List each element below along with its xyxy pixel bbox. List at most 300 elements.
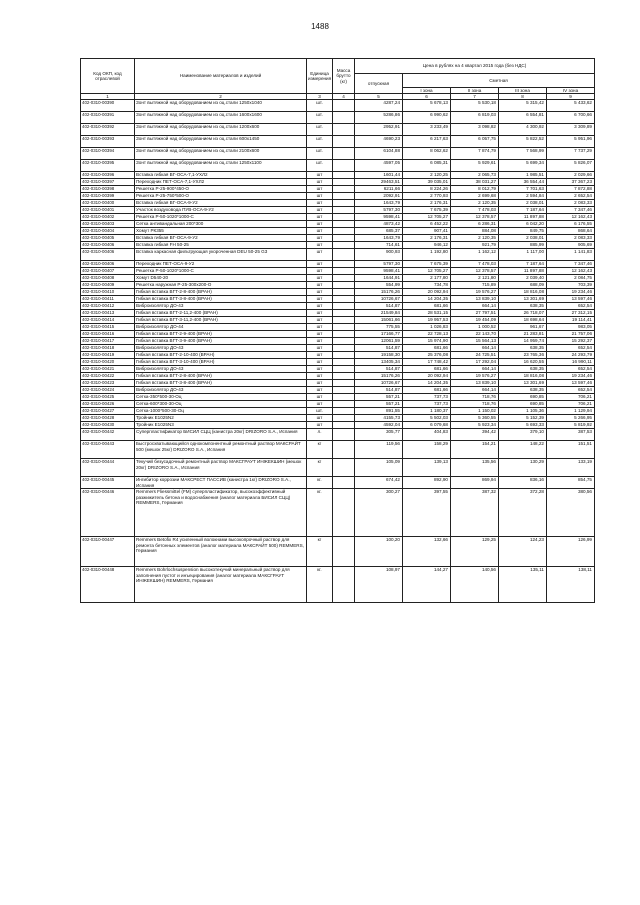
row-name: Переходник ПЕТ-ОСА-7,1-УХЛ2 [135,179,307,186]
row-unit: шт [307,422,333,429]
row-name: Зонт вытяжной над оборудованием из оц.стали 2100х600 [135,148,307,160]
row-price-zone-4: 13 597,46 [547,296,595,303]
row-unit: шт [307,268,333,275]
row-price-zone-2: 140,56 [451,567,499,603]
row-unit: шт [307,179,333,186]
row-price-zone-4: 983,05 [547,324,595,331]
row-mass [333,160,355,172]
row-price-wholesale: 4287,24 [355,100,403,112]
row-name: Зонт вытяжной над оборудованием из оц.стали 1250х1040 [135,100,307,112]
row-price-wholesale: 4690,23 [355,136,403,148]
row-unit: шт [307,359,333,366]
table-row [81,100,595,112]
row-name: Гибкая вставка ВГТ-3-8-400 (ВРАН) [135,380,307,387]
row-price-zone-4: 2 084,75 [547,275,595,282]
row-price-zone-1: 20 092,94 [403,289,451,296]
table-row [81,415,595,422]
row-name: Гибкая вставка ВГТ-2-11,2-400 (ВРАН) [135,310,307,317]
table-row [81,235,595,242]
row-mass [333,289,355,296]
row-unit: л. [307,429,333,441]
table-row [81,489,595,537]
row-mass [333,373,355,380]
row-mass [333,331,355,338]
row-price-zone-2: 13 839,10 [451,296,499,303]
row-code: 402-0310-00421 [81,366,135,373]
row-code: 402-0310-00392 [81,124,135,136]
row-price-wholesale: 775,55 [355,324,403,331]
col-index: 7 [451,94,499,100]
row-code: 402-0310-00413 [81,310,135,317]
row-price-zone-3: 2 594,84 [499,193,547,200]
row-price-zone-2: 24 725,51 [451,352,499,359]
table-row [81,268,595,275]
row-name: Решетка Р-25-900*450-О [135,186,307,193]
header-zone-1: I зона [403,87,451,93]
row-price-zone-4: 15 292,37 [547,338,595,345]
row-code: 402-0310-00396 [81,172,135,179]
row-price-zone-2: 154,21 [451,441,499,459]
row-price-zone-4: 7 737,29 [547,148,595,160]
row-price-zone-4: 854,75 [547,477,595,489]
row-price-zone-1: 3 233,49 [403,124,451,136]
row-price-zone-2: 664,14 [451,387,499,394]
row-unit: кг. [307,567,333,603]
row-name: Сетка-600*300-30-Оц [135,401,307,408]
table-row [81,408,595,415]
row-mass [333,249,355,261]
row-mass [333,310,355,317]
row-price-wholesale: 21549,84 [355,310,403,317]
row-code: 402-0310-00428 [81,415,135,422]
row-price-wholesale: 1643,79 [355,200,403,207]
row-price-zone-1: 737,73 [403,401,451,408]
row-mass [333,401,355,408]
row-name: Гибкая вставка ВГТ-3-8-400 (ВРАН) [135,296,307,303]
row-price-zone-2: 5 923,34 [451,422,499,429]
row-code: 402-0310-00447 [81,537,135,567]
row-name: Зонт вытяжной над оборудованием из оц.стали 1250х1100 [135,160,307,172]
row-name: Быстросхватывающийся однокомпонентный ремонтный раствор МАКСРАЙТ 500 (мешок 25кг) DRIZORO S.A., Испания [135,441,307,459]
table-row [81,207,595,214]
row-price-zone-3: 135,11 [499,567,547,603]
row-price-zone-1: 7 675,39 [403,261,451,268]
row-unit: шт. [307,124,333,136]
row-price-zone-3: 1 117,00 [499,249,547,261]
table-row [81,338,595,345]
row-price-zone-4: 652,54 [547,303,595,310]
row-price-wholesale: 19158,30 [355,352,403,359]
header-zone-2: II зона [451,87,499,93]
row-price-zone-3: 6 042,20 [499,221,547,228]
row-mass [333,112,355,124]
row-price-wholesale: 108,97 [355,567,403,603]
row-price-wholesale: 10726,67 [355,296,403,303]
table-row [81,429,595,441]
row-code: 402-0310-00397 [81,179,135,186]
row-price-zone-3: 18 816,08 [499,373,547,380]
row-mass [333,352,355,359]
row-price-zone-3: 849,75 [499,228,547,235]
page-number: 1488 [311,22,329,31]
row-code: 402-0310-00443 [81,441,135,459]
row-code: 402-0310-00405 [81,235,135,242]
row-price-zone-4: 7 872,88 [547,186,595,193]
row-unit: шт [307,186,333,193]
row-price-zone-1: 158,29 [403,441,451,459]
row-mass [333,366,355,373]
row-price-wholesale: 13405,34 [355,359,403,366]
row-price-zone-3: 688,09 [499,282,547,289]
header-code: Код ОКП, код отраслевой [81,59,135,94]
row-price-zone-2: 6 057,75 [451,136,499,148]
table-row [81,387,595,394]
table-row [81,441,595,459]
header-estimate: Сметная [403,74,595,88]
table-row [81,249,595,261]
row-price-zone-1: 6 990,62 [403,112,451,124]
row-code: 402-0310-00411 [81,296,135,303]
row-price-zone-2: 387,32 [451,489,499,537]
row-name: Текучий безусадочный ремонтный раствор МАКСГРАУТ ИНЖЕКШИН (мешок 20кг) DRIZORO S.A., Испания [135,459,307,477]
row-price-wholesale: 4597,05 [355,160,403,172]
table-row [81,186,595,193]
row-price-zone-1: 2 176,31 [403,235,451,242]
row-name: Вставка гибкая ВГ-ОСА-9-У2 [135,235,307,242]
row-mass [333,207,355,214]
row-code: 402-0310-00407 [81,268,135,275]
row-name: Тройник Е1025N2 [135,415,307,422]
row-price-zone-3: 130,29 [499,459,547,477]
row-unit: шт [307,282,333,289]
row-mass [333,136,355,148]
row-price-zone-3: 18 698,64 [499,317,547,324]
row-price-zone-2: 664,14 [451,345,499,352]
row-price-zone-1: 5 502,03 [403,415,451,422]
table-row [81,477,595,489]
row-name: Remmers Bohrlochsuspension высокотекучий минеральный раствор для заполнения пустот и инъецирования (аналог материала МАКСГРАУТ ИНЖЕКШИН) REMMERS, Германия [135,567,307,603]
row-price-zone-4: 7 347,46 [547,261,595,268]
row-code: 402-0310-00390 [81,100,135,112]
row-name: Вставка гибкая FH 50-25 [135,242,307,249]
row-name: Сетка-350*500-30-Оц [135,394,307,401]
row-price-zone-3: 7 701,63 [499,186,547,193]
row-price-zone-4: 5 826,07 [547,160,595,172]
row-unit: шт [307,415,333,422]
row-price-wholesale: 15176,26 [355,373,403,380]
row-price-zone-2: 1 000,52 [451,324,499,331]
row-mass [333,422,355,429]
row-code: 402-0310-00406 [81,249,135,261]
row-code: 402-0310-00402 [81,214,135,221]
table-row [81,275,595,282]
row-name: Гибкая вставка ВГТ-3-11,2-400 (ВРАН) [135,317,307,324]
row-mass [333,394,355,401]
row-price-zone-3: 7 187,64 [499,207,547,214]
row-price-zone-2: 2 120,35 [451,235,499,242]
row-price-zone-3: 13 301,69 [499,380,547,387]
row-price-zone-4: 706,21 [547,401,595,408]
row-price-zone-1: 15 974,90 [403,338,451,345]
row-unit: шт [307,303,333,310]
row-price-zone-2: 3 098,82 [451,124,499,136]
row-price-zone-2: 2 120,35 [451,200,499,207]
row-name: Гибкая вставка ВГТ-2-8-400 (ВРАН) [135,289,307,296]
row-name: Remmers Betofix R4 усиленный волокнами высокопрочный раствор для ремонта бетонных элементов (аналог материала МАКСРАЙТ 500) REMMERS, Германия [135,537,307,567]
row-price-zone-3: 23 765,36 [499,352,547,359]
row-mass [333,359,355,366]
header-wholesale: отпускная [355,74,403,94]
row-name: Ингибитор коррозии МАКСРЕСТ ПАССИВ (канистра 1кг) DRIZORO S.A., Испания [135,477,307,489]
row-price-zone-1: 7 675,39 [403,207,451,214]
header-price-caption: Цена в рублях на 4 квартал 2015 года (без НДС) [355,59,595,74]
header-zone-3: III зона [499,87,547,93]
row-name: Виброизолятор ДО-43 [135,387,307,394]
row-price-zone-1: 2 176,31 [403,200,451,207]
col-index: 6 [403,94,451,100]
row-price-zone-1: 6 085,31 [403,160,451,172]
row-price-zone-1: 28 531,15 [403,310,451,317]
row-price-wholesale: 557,21 [355,394,403,401]
row-price-zone-2: 5 360,55 [451,415,499,422]
row-unit: кг [307,459,333,477]
row-mass [333,100,355,112]
row-unit: шт [307,249,333,261]
row-unit: шт. [307,148,333,160]
row-price-zone-2: 2 699,68 [451,193,499,200]
table-row [81,567,595,603]
row-price-wholesale: 17166,77 [355,331,403,338]
row-mass [333,459,355,477]
row-price-zone-4: 12 162,43 [547,214,595,221]
row-name: Remmers Fliessmittel (FM) суперпластификатор, высокоэффективный разжижитель бетона и водоснабжения (аналог материала БИСИЛ СЦЦ) REMMERS, Германия [135,489,307,537]
row-price-zone-2: 2 121,80 [451,275,499,282]
row-price-zone-1: 907,41 [403,228,451,235]
row-unit: шт [307,387,333,394]
row-mass [333,489,355,537]
row-price-zone-2: 6 819,03 [451,112,499,124]
row-price-zone-1: 39 035,01 [403,179,451,186]
col-index: 9 [547,94,595,100]
row-price-zone-3: 961,67 [499,324,547,331]
row-price-zone-3: 638,35 [499,387,547,394]
row-mass [333,429,355,441]
row-price-zone-3: 7 568,99 [499,148,547,160]
row-mass [333,124,355,136]
table-row [81,221,595,228]
row-mass [333,200,355,207]
row-price-zone-4: 12 162,43 [547,268,595,275]
row-price-zone-3: 11 897,88 [499,268,547,275]
row-mass [333,387,355,394]
col-index: 3 [307,94,333,100]
row-unit: шт [307,235,333,242]
row-price-zone-4: 5 951,96 [547,136,595,148]
row-unit: шт [307,373,333,380]
row-code: 402-0310-00442 [81,429,135,441]
row-price-wholesale: 674,42 [355,477,403,489]
row-price-zone-2: 129,25 [451,537,499,567]
row-code: 402-0310-00400 [81,200,135,207]
row-price-zone-3: 5 699,34 [499,160,547,172]
row-price-wholesale: 300,27 [355,489,403,537]
row-name: Виброизолятор ДО-43 [135,366,307,373]
row-price-zone-3: 7 187,64 [499,261,547,268]
row-price-zone-2: 19 576,27 [451,289,499,296]
row-name: Виброизолятор ДО-44 [135,324,307,331]
row-price-zone-1: 946,12 [403,242,451,249]
row-name: Вставка каркасная фильтрующая укороченная DEU 50-25 G3 [135,249,307,261]
row-unit: шт [307,401,333,408]
row-name: Виброизолятор ДО-43 [135,303,307,310]
row-price-zone-2: 884,08 [451,228,499,235]
row-price-zone-4: 905,69 [547,242,595,249]
table-row [81,261,595,268]
row-mass [333,186,355,193]
row-price-zone-3: 1 985,51 [499,172,547,179]
col-index: 5 [355,94,403,100]
row-price-zone-4: 380,56 [547,489,595,537]
row-price-zone-2: 6 286,31 [451,221,499,228]
row-price-wholesale: 891,55 [355,408,403,415]
row-price-zone-2: 394,42 [451,429,499,441]
row-price-wholesale: 15061,66 [355,317,403,324]
row-price-zone-4: 3 309,89 [547,124,595,136]
row-price-zone-4: 2 083,33 [547,235,595,242]
row-price-zone-1: 404,83 [403,429,451,441]
row-price-zone-1: 22 728,13 [403,331,451,338]
row-code: 402-0310-00404 [81,228,135,235]
row-price-zone-2: 718,76 [451,394,499,401]
row-unit: шт. [307,112,333,124]
row-price-zone-1: 14 204,35 [403,380,451,387]
row-name: Участок воздуховода ПУВ-ОСА-9-У2 [135,207,307,214]
row-unit: шт [307,228,333,235]
table-row [81,373,595,380]
row-price-zone-2: 15 564,13 [451,338,499,345]
table-row [81,112,595,124]
row-price-zone-4: 652,54 [547,387,595,394]
row-price-zone-4: 6 700,66 [547,112,595,124]
row-price-wholesale: 5286,86 [355,112,403,124]
row-mass [333,303,355,310]
row-price-zone-1: 1 192,80 [403,249,451,261]
row-name: Зонт вытяжной над оборудованием из оц.стали 1200х600 [135,124,307,136]
row-price-zone-4: 138,11 [547,567,595,603]
table-row [81,345,595,352]
table-row [81,136,595,148]
row-price-zone-2: 664,14 [451,366,499,373]
row-name: Решетка Р-50-1020*1000-С [135,268,307,275]
table-row [81,401,595,408]
row-code: 402-0310-00393 [81,136,135,148]
row-price-wholesale: 305,77 [355,429,403,441]
row-code: 402-0310-00448 [81,567,135,603]
row-unit: кг [307,441,333,459]
row-code: 402-0310-00446 [81,489,135,537]
row-code: 402-0310-00427 [81,408,135,415]
row-price-wholesale: 514,87 [355,387,403,394]
row-price-zone-3: 13 301,69 [499,296,547,303]
row-code: 402-0310-00398 [81,186,135,193]
table-row [81,214,595,221]
row-unit: кг [307,537,333,567]
row-code: 402-0310-00417 [81,338,135,345]
row-price-zone-2: 869,94 [451,477,499,489]
table-row [81,422,595,429]
row-unit: кг. [307,489,333,537]
row-name: Сетка антивандальная 200*300 [135,221,307,228]
row-mass [333,296,355,303]
row-price-zone-2: 664,14 [451,303,499,310]
row-price-zone-1: 1 026,83 [403,324,451,331]
row-price-wholesale: 514,87 [355,366,403,373]
row-price-zone-1: 681,66 [403,387,451,394]
col-index: 8 [499,94,547,100]
row-name: Виброизолятор ДО-43 [135,345,307,352]
table-row [81,366,595,373]
row-unit: шт [307,296,333,303]
row-price-zone-2: 921,79 [451,242,499,249]
row-code: 402-0310-00419 [81,352,135,359]
row-price-zone-4: 2 652,54 [547,193,595,200]
row-price-zone-2: 135,56 [451,459,499,477]
col-index: 1 [81,94,135,100]
row-price-zone-1: 2 120,25 [403,172,451,179]
row-price-zone-4: 1 129,94 [547,408,595,415]
row-name: Вставка гибкая ВГ-ОСА-7,1-УХЛ2 [135,172,307,179]
row-price-wholesale: 5797,30 [355,261,403,268]
row-price-zone-4: 7 347,46 [547,207,595,214]
table-row [81,296,595,303]
table-row [81,289,595,296]
row-name: Зонт вытяжной над оборудованием из оц.стали 600х1450 [135,136,307,148]
row-code: 402-0310-00406 [81,261,135,268]
row-code: 402-0310-00394 [81,148,135,160]
row-price-zone-1: 8 224,26 [403,186,451,193]
row-price-zone-4: 652,54 [547,366,595,373]
row-price-zone-3: 1 105,36 [499,408,547,415]
row-name: Решетка Р-25-750*500-О [135,193,307,200]
row-price-wholesale: 119,56 [355,441,403,459]
row-price-zone-1: 17 748,42 [403,359,451,366]
table-row [81,160,595,172]
row-unit: шт [307,317,333,324]
row-name: Решетка Р-50-1020*1000-С [135,214,307,221]
row-price-zone-4: 13 597,46 [547,380,595,387]
row-price-zone-2: 1 150,02 [451,408,499,415]
row-price-zone-2: 8 012,79 [451,186,499,193]
row-price-zone-4: 19 234,46 [547,373,595,380]
row-price-zone-4: 387,53 [547,429,595,441]
row-price-zone-2: 13 839,10 [451,380,499,387]
row-mass [333,408,355,415]
row-price-zone-4: 868,64 [547,228,595,235]
table-row [81,303,595,310]
table-row [81,179,595,186]
row-price-wholesale: 1601,44 [355,172,403,179]
row-unit: шт [307,324,333,331]
row-name: Вставка гибкая ВГ-ОСА-9-У2 [135,200,307,207]
row-price-zone-4: 19 234,46 [547,289,595,296]
table-row [81,148,595,160]
row-mass [333,567,355,603]
row-unit: шт [307,338,333,345]
table-row [81,317,595,324]
row-price-zone-4: 151,51 [547,441,595,459]
row-price-zone-4: 126,99 [547,537,595,567]
row-price-wholesale: 557,21 [355,401,403,408]
